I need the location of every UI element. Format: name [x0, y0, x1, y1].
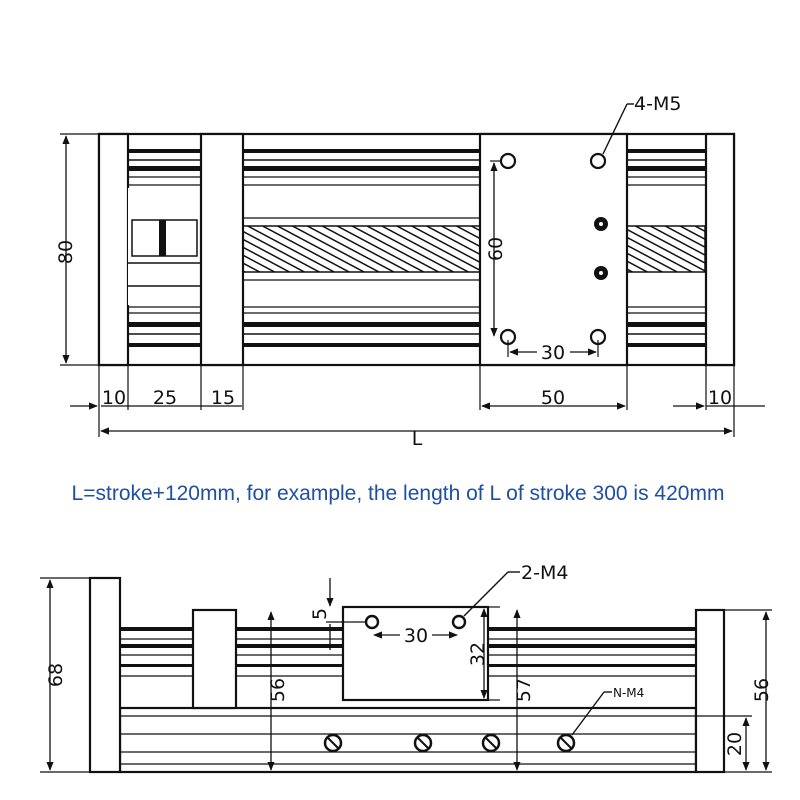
dim-15: 15	[210, 387, 236, 409]
side-left-end-plate	[90, 578, 120, 772]
label-2-m4: 2-M4	[521, 562, 569, 584]
top-view-extension-lines	[99, 365, 734, 437]
right-end-plate	[706, 134, 734, 365]
carriage-hole-right	[453, 616, 465, 628]
dim-20: 20	[724, 731, 746, 757]
dim-57: 57	[513, 677, 535, 703]
mount-hole-tl	[501, 154, 515, 168]
carriage-hole-left	[366, 616, 378, 628]
dim-30-side: 30	[403, 625, 429, 647]
side-right-end-plate	[696, 610, 724, 772]
dim-10-right: 10	[707, 387, 733, 409]
side-bearing-block	[193, 610, 236, 708]
dim-68: 68	[45, 662, 67, 688]
dim-80: 80	[55, 239, 77, 265]
dim-10-left: 10	[101, 387, 127, 409]
label-n-m4: N-M4	[613, 686, 645, 700]
base-profile	[120, 708, 696, 772]
dim-30-top: 30	[540, 342, 566, 364]
dim-5: 5	[309, 607, 331, 621]
mount-hole-tr	[591, 154, 605, 168]
dim-56-middle: 56	[267, 677, 289, 703]
label-4-m5: 4-M5	[634, 93, 682, 115]
dim-50: 50	[540, 387, 566, 409]
dim-56-right: 56	[751, 677, 773, 703]
caption-stroke-formula: L=stroke+120mm, for example, the length of L of stroke 300 is 420mm	[71, 482, 725, 505]
top-view	[55, 93, 765, 450]
dim-60: 60	[485, 236, 507, 262]
left-end-plate	[99, 134, 128, 365]
dim-25: 25	[152, 387, 178, 409]
lead-screw-left	[243, 226, 480, 272]
side-view	[40, 562, 773, 772]
dim-total-length: L	[411, 428, 423, 450]
bearing-block	[201, 134, 243, 365]
lead-screw-right	[627, 226, 705, 272]
dim-32: 32	[467, 641, 489, 667]
